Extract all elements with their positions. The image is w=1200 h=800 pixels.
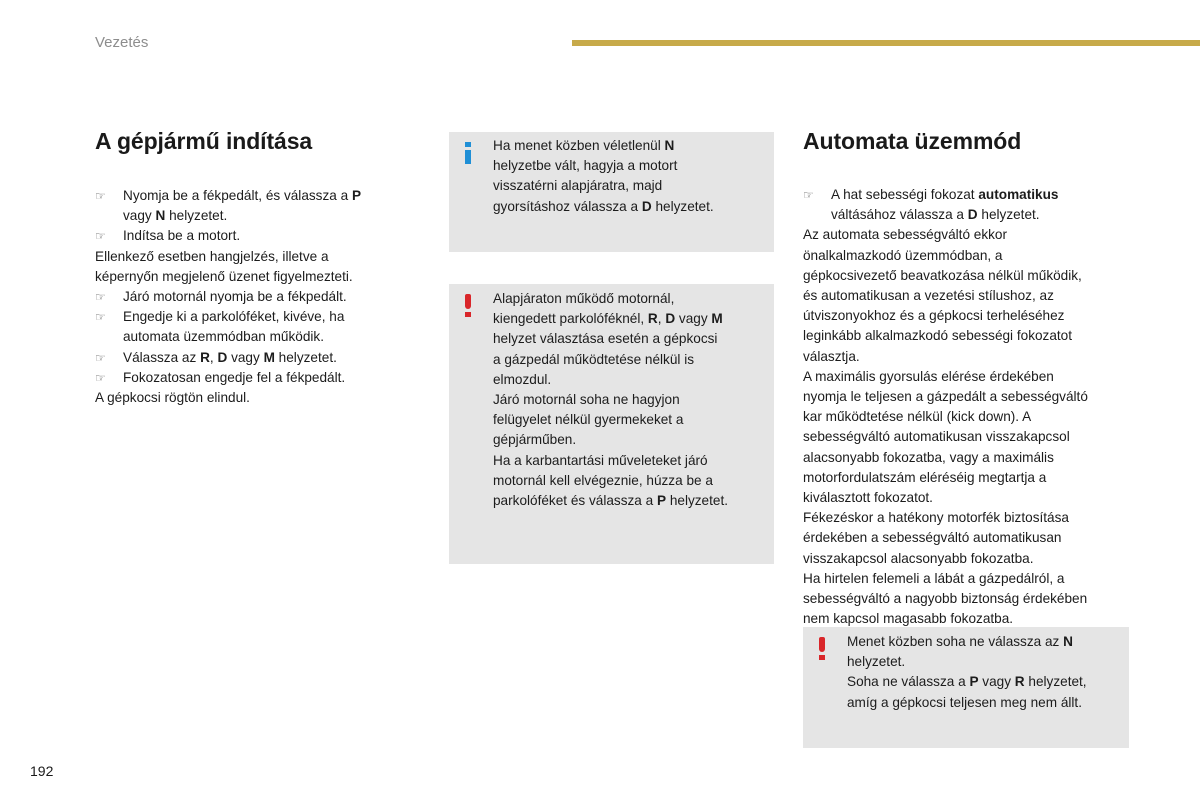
text-run: Járó motornál nyomja be a fékpedált. (123, 289, 347, 305)
text-run: motornál kell elvégeznie, húzza be a (493, 472, 713, 488)
key-term: P (969, 674, 979, 690)
key-term: P (656, 493, 667, 509)
text-line (493, 136, 714, 156)
text-line: leginkább alkalmazkodó sebességi fokozatot (803, 328, 1073, 344)
key-term: D (967, 207, 978, 223)
list-item-continuation (95, 327, 415, 347)
header-accent-bar (572, 40, 1200, 46)
steps-list-2 (95, 287, 415, 388)
text-line (493, 289, 728, 309)
text-line: érdekében a sebességváltó automatikusan (803, 530, 1062, 546)
info-text (493, 136, 714, 217)
text-line: kar működtetése nélkül (kick down). A (803, 409, 1032, 425)
list-item (95, 307, 415, 327)
text-run: váltásához válassza a (831, 207, 968, 223)
info-icon (465, 142, 471, 164)
key-term: automatikus (978, 187, 1059, 202)
warning-exclamation-icon (465, 294, 472, 318)
list-item (95, 368, 415, 388)
steps-list-1 (95, 186, 415, 247)
pointing-hand-icon: ☞ (803, 188, 814, 202)
text-run: a gázpedál működtetése nélkül is (493, 351, 695, 367)
text-line (493, 197, 714, 217)
text-line (493, 430, 728, 450)
text-run: visszatérni alapjáratra, majd (493, 178, 663, 194)
text-run: vagy (123, 208, 156, 224)
automatic-steps (803, 185, 1143, 225)
key-term: R (1014, 674, 1025, 690)
list-item (95, 348, 415, 368)
text-run: Járó motornál soha ne hagyjon (493, 392, 680, 408)
pointing-hand-icon: ☞ (95, 310, 106, 325)
text-run: , (209, 349, 218, 365)
text-run: kiengedett parkolóféknél, (493, 311, 648, 327)
text-line: képernyőn megjelenő üzenet figyelmezteti. (95, 268, 353, 284)
text-run: helyzetet. (847, 654, 906, 670)
key-term: N (664, 138, 675, 153)
text-line: gépkocsivezető beavatkozása nélkül működik, (803, 267, 1082, 283)
text-line: és automatikusan a vezetési stílushoz, az (803, 288, 1054, 304)
text-line: útviszonyokhoz és a gépkocsi terheléséhez (803, 308, 1065, 324)
text-line (493, 390, 728, 410)
text-line (847, 652, 1087, 672)
text-run: felügyelet nélkül gyermekeket a (493, 412, 684, 428)
text-line (847, 672, 1087, 692)
text-line: önalkalmazkodó üzemmódban, a (803, 247, 1003, 263)
section-label: Vezetés (95, 34, 149, 51)
text-run: Engedje ki a parkolóféket, kivéve, ha (123, 309, 345, 325)
key-term: N (155, 208, 166, 224)
list-item-continuation (95, 206, 415, 226)
warning-box (449, 284, 774, 564)
text-run: Indítsa be a motort. (123, 228, 241, 244)
text-run: Alapjáraton működő motornál, (493, 291, 675, 306)
text-run: Nyomja be a fékpedált, és válassza a (123, 188, 352, 203)
text-line (493, 329, 728, 349)
info-box (449, 132, 774, 252)
text-run: amíg a gépkocsi teljesen meg nem állt. (847, 694, 1082, 710)
text-run: Ha a karbantartási műveleteket járó (493, 452, 708, 468)
text-run: Válassza az (123, 349, 201, 365)
text-line (847, 693, 1087, 713)
text-line (493, 471, 728, 491)
text-run: helyzet választása esetén a gépkocsi (493, 331, 718, 347)
starting-content (95, 186, 415, 408)
text-line: Fékezéskor a hatékony motorfék biztosítása (803, 510, 1069, 526)
text-run: Soha ne válassza a (847, 674, 970, 690)
text-run: automata üzemmódban működik. (123, 329, 324, 345)
text-line (493, 176, 714, 196)
pointing-hand-icon: ☞ (95, 189, 106, 203)
text-line (493, 156, 714, 176)
warning-text (493, 289, 728, 511)
text-run: Menet közben soha ne válassza az (847, 634, 1064, 649)
text-line (493, 350, 728, 370)
text-run: , (657, 311, 666, 327)
text-run: vagy (675, 311, 712, 327)
key-term: D (641, 198, 652, 214)
text-run: gyorsításhoz válassza a (493, 198, 642, 214)
text-line: A maximális gyorsulás elérése érdekében (803, 368, 1054, 384)
result-paragraph: A gépkocsi rögtön elindul. (95, 390, 250, 406)
text-run: A hat sebességi fokozat (831, 187, 979, 202)
text-line (493, 451, 728, 471)
key-term: P (351, 188, 362, 203)
text-line: Az automata sebességváltó ekkor (803, 227, 1008, 243)
text-run: Fokozatosan engedje fel a fékpedált. (123, 369, 346, 385)
text-line (493, 370, 728, 390)
key-term: D (665, 311, 676, 327)
text-run: elmozdul. (493, 371, 552, 387)
text-line (493, 491, 728, 511)
text-run: parkolóféket és válassza a (493, 493, 657, 509)
text-run: helyzetet. (977, 207, 1040, 223)
page-number: 192 (30, 763, 54, 779)
text-run: helyzetet. (165, 208, 228, 224)
text-run: vagy (978, 674, 1015, 690)
list-item (95, 186, 415, 206)
text-run: vagy (227, 349, 264, 365)
pointing-hand-icon: ☞ (95, 370, 106, 385)
text-line (493, 309, 728, 329)
text-line: sebességváltó a nagyobb biztonság érdekében (803, 591, 1088, 607)
list-item (95, 226, 415, 246)
automatic-body (803, 225, 1143, 629)
note-paragraph (95, 247, 415, 287)
text-run: gépjárműben. (493, 432, 577, 448)
text-line (493, 410, 728, 430)
automatic-mode-content (803, 185, 1143, 629)
gear-warning-text (847, 632, 1087, 713)
text-run: helyzetbe vált, hagyja a motort (493, 158, 678, 174)
gear-warning-box (803, 627, 1129, 748)
pointing-hand-icon: ☞ (95, 229, 106, 244)
key-term: R (200, 349, 210, 365)
key-term: R (647, 311, 658, 327)
pointing-hand-icon: ☞ (95, 350, 106, 365)
text-line: motorfordulatszám eléréséig megtartja a (803, 469, 1047, 485)
text-line: Ha hirtelen felemeli a lábát a gázpedálról, a (803, 570, 1065, 586)
text-run: helyzetet. (274, 349, 337, 365)
text-line: kiválasztott fokozatot. (803, 490, 933, 506)
text-line: sebességváltó automatikusan visszakapcsol (803, 429, 1070, 445)
starting-title: A gépjármű indítása (95, 128, 313, 154)
warning-exclamation-icon (819, 637, 826, 661)
text-line (847, 632, 1087, 652)
text-line: alacsonyabb fokozatba, vagy a maximális (803, 449, 1054, 465)
text-line: visszakapcsol alacsonyabb fokozatba. (803, 550, 1034, 566)
text-run: helyzetet. (666, 493, 729, 509)
text-line: választja. (803, 348, 860, 364)
key-term: D (217, 349, 228, 365)
key-term: M (711, 311, 723, 327)
text-line: nyomja le teljesen a gázpedált a sebességváltó (803, 389, 1088, 405)
key-term: M (263, 349, 275, 365)
key-term: N (1063, 634, 1073, 649)
text-run: Ha menet közben véletlenül (493, 138, 665, 153)
list-item (803, 185, 1143, 205)
text-line: nem kapcsol magasabb fokozatba. (803, 611, 1014, 627)
text-run: helyzetet, (1024, 674, 1087, 690)
text-line: Ellenkező esetben hangjelzés, illetve a (95, 248, 329, 264)
pointing-hand-icon: ☞ (95, 290, 106, 305)
list-item (95, 287, 415, 307)
automatic-mode-title: Automata üzemmód (803, 128, 1022, 154)
text-run: helyzetet. (651, 198, 714, 214)
list-item-continuation (803, 205, 1143, 225)
